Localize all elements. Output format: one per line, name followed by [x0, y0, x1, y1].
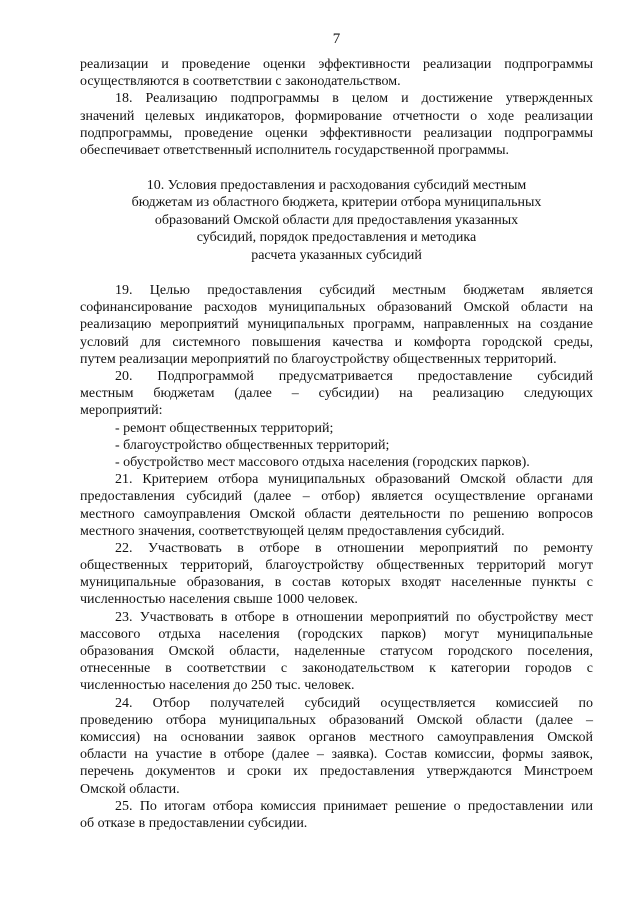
- paragraph-19-line: реализацию мероприятий муниципальных программ, направленных на создание: [80, 317, 593, 333]
- paragraph-21-line: 21. Критерием отбора муниципальных образований Омской области для: [115, 472, 593, 488]
- paragraph-18-line: обеспечивает ответственный исполнитель государственной программы.: [80, 142, 510, 158]
- paragraph-21-line: местного значения, соответствующей целям предоставления субсидий.: [80, 523, 505, 539]
- paragraph-23-line: образования Омской области, наделенные статусом городского поселения,: [80, 644, 593, 660]
- paragraph-20-line: 20. Подпрограммой предусматривается предоставление субсидий: [115, 369, 593, 385]
- section-heading-line: бюджетам из областного бюджета, критерии отбора муниципальных: [131, 195, 542, 211]
- paragraph-22-line: численностью населения свыше 1000 человек.: [80, 592, 358, 608]
- paragraph-24-line: 24. Отбор получателей субсидий осуществляется комиссией по: [115, 695, 593, 711]
- paragraph-23-line: 23. Участвовать в отборе в отношении мероприятий по обустройству мест: [115, 609, 593, 625]
- section-heading: [80, 177, 593, 265]
- paragraph-22-line: общественных территорий, благоустройству общественных территорий могут: [80, 558, 593, 574]
- paragraph-25-line: об отказе в предоставлении субсидии.: [80, 815, 308, 831]
- paragraph-25-line: 25. По итогам отбора комиссия принимает решение о предоставлении или: [115, 798, 593, 814]
- paragraph-21-line: местного самоуправления Омской области деятельности по решению вопросов: [80, 506, 593, 522]
- paragraph-24-line: области на участие в отборе (далее – заявка). Состав комиссии, формы заявок,: [80, 747, 593, 763]
- paragraph-22-line: 22. Участвовать в отборе в отношении мероприятий по ремонту: [115, 540, 593, 556]
- paragraph-21-line: предоставления субсидий (далее – отбор) является осуществление органами: [80, 489, 593, 505]
- paragraph-18-line: подпрограммы, проведение оценки эффективности реализации подпрограммы: [80, 125, 593, 141]
- paragraph-19-line: путем реализации мероприятий по благоустройству общественных территорий.: [80, 351, 557, 367]
- paragraph-23-line: отнесенные в соответствии с законодательством к категории городов с: [80, 661, 593, 677]
- paragraph-19-line: 19. Целью предоставления субсидий местным бюджетам является: [115, 283, 593, 299]
- paragraph-24-line: Омской области.: [80, 781, 180, 797]
- document-body: [80, 56, 593, 832]
- list-item: - обустройство мест массового отдыха населения (городских парков).: [115, 454, 530, 470]
- paragraph-20-line: мероприятий:: [80, 403, 163, 419]
- paragraph-24-line: перечень документов и сроки их предоставления утверждаются Минстроем: [80, 764, 593, 780]
- list-item: - ремонт общественных территорий;: [115, 420, 334, 436]
- paragraph-19-line: условий для системного повышения качества и комфорта городской среды,: [80, 334, 593, 350]
- paragraph-22-line: муниципальные образования, в состав которых входят населенные пункты с: [80, 575, 593, 591]
- paragraph-18-line: 18. Реализацию подпрограммы в целом и достижение утвержденных: [115, 91, 593, 107]
- page-number: 7: [332, 31, 341, 47]
- section-heading-line: расчета указанных субсидий: [251, 248, 422, 263]
- paragraph-24-line: комиссия) на основании заявок органов местного самоуправления Омской: [80, 729, 593, 745]
- document-page: [80, 0, 593, 905]
- text-line: реализации и проведение оценки эффективности реализации подпрограммы: [80, 57, 593, 72]
- paragraph-23-line: массового отдыха населения (городских парков) могут муниципальные: [80, 626, 593, 642]
- paragraph-24-line: проведению отбора муниципальных образований Омской области (далее –: [80, 712, 593, 728]
- paragraph-20-line: местным бюджетам (далее – субсидии) на реализацию следующих: [80, 386, 593, 402]
- paragraph-23-line: численностью населения до 250 тыс. человек.: [80, 678, 355, 694]
- section-heading-line: субсидий, порядок предоставления и методика: [196, 230, 477, 246]
- text-line: осуществляются в соответствии с законодательством.: [80, 74, 401, 90]
- section-heading-line: образований Омской области для предоставления указанных: [154, 212, 519, 228]
- list-item: - благоустройство общественных территорий;: [115, 437, 390, 453]
- paragraph-18-line: значений целевых индикаторов, формирование отчетности о ходе реализации: [80, 108, 593, 124]
- paragraph-19-line: софинансирование расходов муниципальных образований Омской области на: [80, 300, 593, 316]
- section-heading-line: 10. Условия предоставления и расходования субсидий местным: [146, 177, 527, 193]
